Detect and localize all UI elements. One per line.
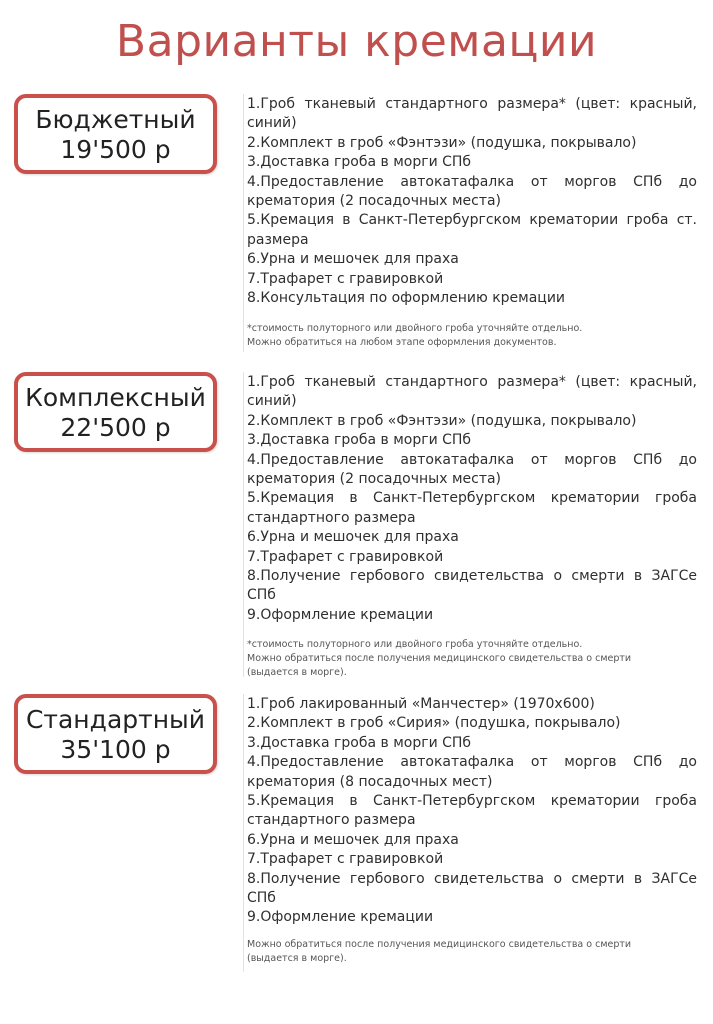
footnote-line: *стоимость полуторного или двойного гроба уточняйте отдельно.	[247, 323, 583, 334]
list-item: 3.Доставка гроба в морги СПб	[247, 734, 472, 751]
divider	[243, 372, 244, 677]
items-list	[247, 373, 697, 625]
list-item: 2.Комплект в гроб «Фэнтэзи» (подушка, покрывало)	[247, 412, 637, 429]
items-list	[247, 695, 697, 928]
list-item: 8.Получение гербового свидетельства о смерти в ЗАГСе СПб	[247, 870, 697, 907]
package-name: Стандартный	[25, 705, 206, 734]
footnote-line: *стоимость полуторного или двойного гроба уточняйте отдельно.	[247, 639, 583, 650]
items-list	[247, 95, 697, 308]
list-item: 6.Урна и мешочек для праха	[247, 831, 459, 848]
footnote-line: (выдается в морге).	[247, 667, 347, 678]
list-item: 8.Консультация по оформлению кремации	[247, 290, 566, 307]
package-price: 22'500 р	[60, 413, 171, 442]
list-item: 7.Трафарет с гравировкой	[247, 548, 444, 565]
footnote	[247, 638, 697, 680]
price-box-complex	[14, 372, 217, 452]
package-name: Бюджетный	[35, 105, 196, 134]
list-item: 2.Комплект в гроб «Фэнтэзи» (подушка, покрывало)	[247, 134, 637, 151]
list-item: 4.Предоставление автокатафалка от моргов СПб до крематория (2 посадочных места)	[247, 173, 697, 210]
footnote-line: Можно обратиться после получения медицинского свидетельства о смерти	[247, 653, 632, 664]
list-item: 2.Комплект в гроб «Сирия» (подушка, покрывало)	[247, 715, 621, 732]
footnote-line: Можно обратиться после получения медицинского свидетельства о смерти	[247, 939, 632, 950]
list-item: 1.Гроб лакированный «Манчестер» (1970х600)	[247, 696, 595, 712]
list-item: 9.Оформление кремации	[247, 606, 434, 623]
list-item: 6.Урна и мешочек для праха	[247, 251, 459, 268]
list-item: 7.Трафарет с гравировкой	[247, 851, 444, 868]
divider	[243, 94, 244, 352]
footnote-line: Можно обратиться на любом этапе оформления документов.	[247, 337, 557, 348]
list-item: 3.Доставка гроба в морги СПб	[247, 154, 472, 171]
footnote	[247, 938, 697, 966]
list-item: 5.Кремация в Санкт-Петербургском крематории гроба стандартного размера	[247, 490, 697, 526]
list-item: 6.Урна и мешочек для праха	[247, 529, 459, 546]
package-price: 19'500 р	[60, 135, 171, 164]
price-box-standard	[14, 694, 217, 774]
page-title: Варианты кремации	[115, 16, 598, 67]
package-price: 35'100 р	[60, 735, 171, 764]
list-item: 1.Гроб тканевый стандартного размера* (цвет: красный, синий)	[247, 374, 697, 410]
list-item: 4.Предоставление автокатафалка от моргов СПб до крематория (8 посадочных мест)	[247, 754, 697, 790]
list-item: 7.Трафарет с гравировкой	[247, 270, 444, 287]
price-box-budget	[14, 94, 217, 174]
divider	[243, 694, 244, 972]
list-item: 5.Кремация в Санкт-Петербургском крематории гроба ст. размера	[247, 212, 697, 248]
list-item: 3.Доставка гроба в морги СПб	[247, 432, 472, 449]
list-item: 5.Кремация в Санкт-Петербургском крематории гроба стандартного размера	[247, 793, 697, 829]
list-item: 8.Получение гербового свидетельства о смерти в ЗАГСе СПб	[247, 568, 697, 604]
footnote	[247, 322, 697, 350]
footnote-line: (выдается в морге).	[247, 953, 347, 964]
package-name: Комплексный	[25, 383, 206, 412]
list-item: 1.Гроб тканевый стандартного размера* (цвет: красный, синий)	[247, 96, 697, 132]
list-item: 9.Оформление кремации	[247, 909, 434, 926]
list-item: 4.Предоставление автокатафалка от моргов СПб до крематория (2 посадочных места)	[247, 451, 697, 488]
